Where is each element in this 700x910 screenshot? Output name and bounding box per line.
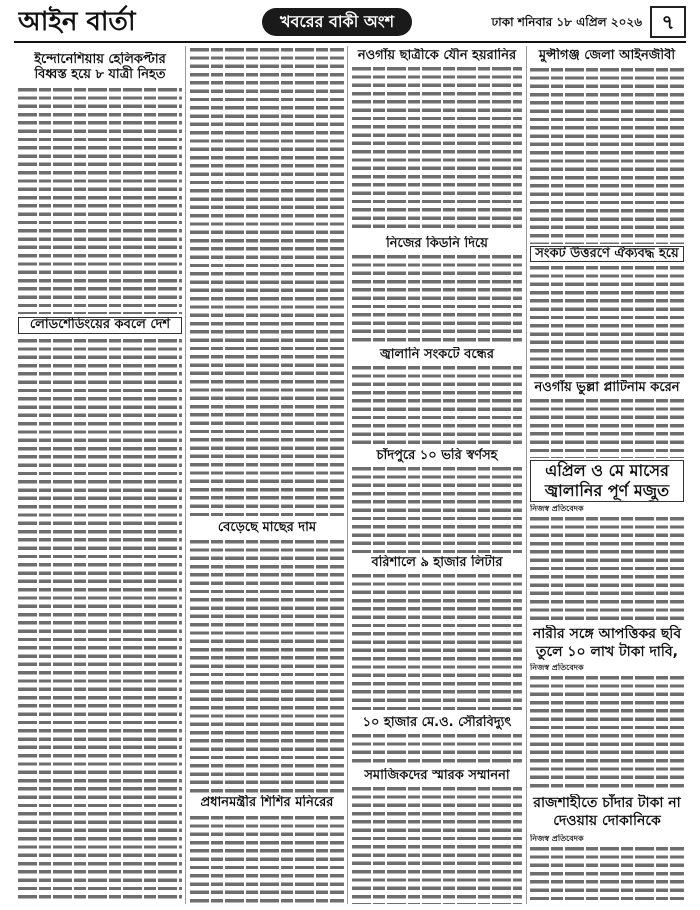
headline: সমাজিকদের স্মারক সম্মাননা [364, 768, 510, 783]
article-body [530, 515, 684, 623]
article-body [18, 337, 182, 902]
masthead-title: আইন বার্তা [18, 7, 136, 37]
column-3 [352, 46, 522, 906]
article-body [190, 538, 344, 793]
article-body [530, 674, 684, 791]
article-body [352, 732, 522, 766]
lead-headline: এপ্রিল ও মে মাসের জ্বালানির পূর্ণ মজুত [530, 460, 684, 502]
column-divider [347, 46, 348, 904]
byline: নিজস্ব প্রতিবেদক [530, 504, 584, 513]
article-body [18, 86, 182, 314]
byline: নিজস্ব প্রতিবেদক [530, 663, 584, 672]
column-4 [530, 46, 684, 906]
byline: নিজস্ব প্রতিবেদক [530, 834, 584, 843]
column-2 [190, 46, 344, 906]
article-body [352, 785, 522, 904]
column-1 [18, 46, 182, 906]
article-body [190, 46, 344, 518]
headline: ইন্দোনেশিয়ায় হেলিকপ্টার বিধ্বস্ত হয়ে ৮ যাত্রী নিহত [34, 52, 166, 82]
article-body [530, 264, 684, 378]
headline: বরিশালে ৯ হাজার লিটার [371, 555, 503, 570]
article-body [530, 66, 684, 244]
headline: নওগাঁয় ছাত্রীকে যৌন হয়রানির [357, 48, 517, 63]
headline: ১০ হাজার মে.ও. সৌরবিদ্যুৎ [362, 715, 512, 730]
headline: নওগাঁয় ভুল্লা প্লাটিনাম করেন [534, 380, 680, 395]
article-body [352, 364, 522, 446]
column-divider [185, 46, 186, 904]
headline: নারীর সঙ্গে আপত্তিকর ছবি তুলে ১০ লাখ টাকা দাবি, [532, 626, 682, 660]
page-number: ৭ [650, 6, 686, 38]
headline: প্রধানমন্ত্রীর শিশির মনিরের [200, 795, 334, 810]
headline: মুন্সীগঞ্জ জেলা আইনজীবী [538, 48, 676, 63]
headline: চাঁদপুরে ১০ ভরি স্বর্ণসহ [376, 448, 498, 463]
headline: সংকট উত্তরণে ঐক্যবদ্ধ হয়ে [530, 246, 684, 262]
dateline: ঢাকা শনিবার ১৮ এপ্রিল ২০২৬ [491, 15, 642, 29]
article-body [190, 814, 344, 904]
header-rule [14, 41, 686, 43]
article-body [352, 572, 522, 713]
article-body [530, 845, 684, 904]
headline: জ্বালানি সংকটে বন্ধের [379, 347, 495, 362]
headline: লোডশেডিংয়ের কবলে দেশ [18, 317, 182, 334]
headline: নিজের কিডনি দিয়ে [386, 236, 488, 251]
article-body [352, 65, 522, 233]
article-body [530, 397, 684, 458]
article-body [352, 465, 522, 553]
column-divider [526, 46, 527, 904]
headline: রাজশাহীতে চাঁদার টাকা না দেওয়ায় দোকানিকে [533, 795, 681, 829]
section-banner: খবরের বাকী অংশ [262, 8, 412, 36]
headline: বেড়েছে মাছের দাম [217, 520, 317, 535]
article-body [352, 253, 522, 345]
